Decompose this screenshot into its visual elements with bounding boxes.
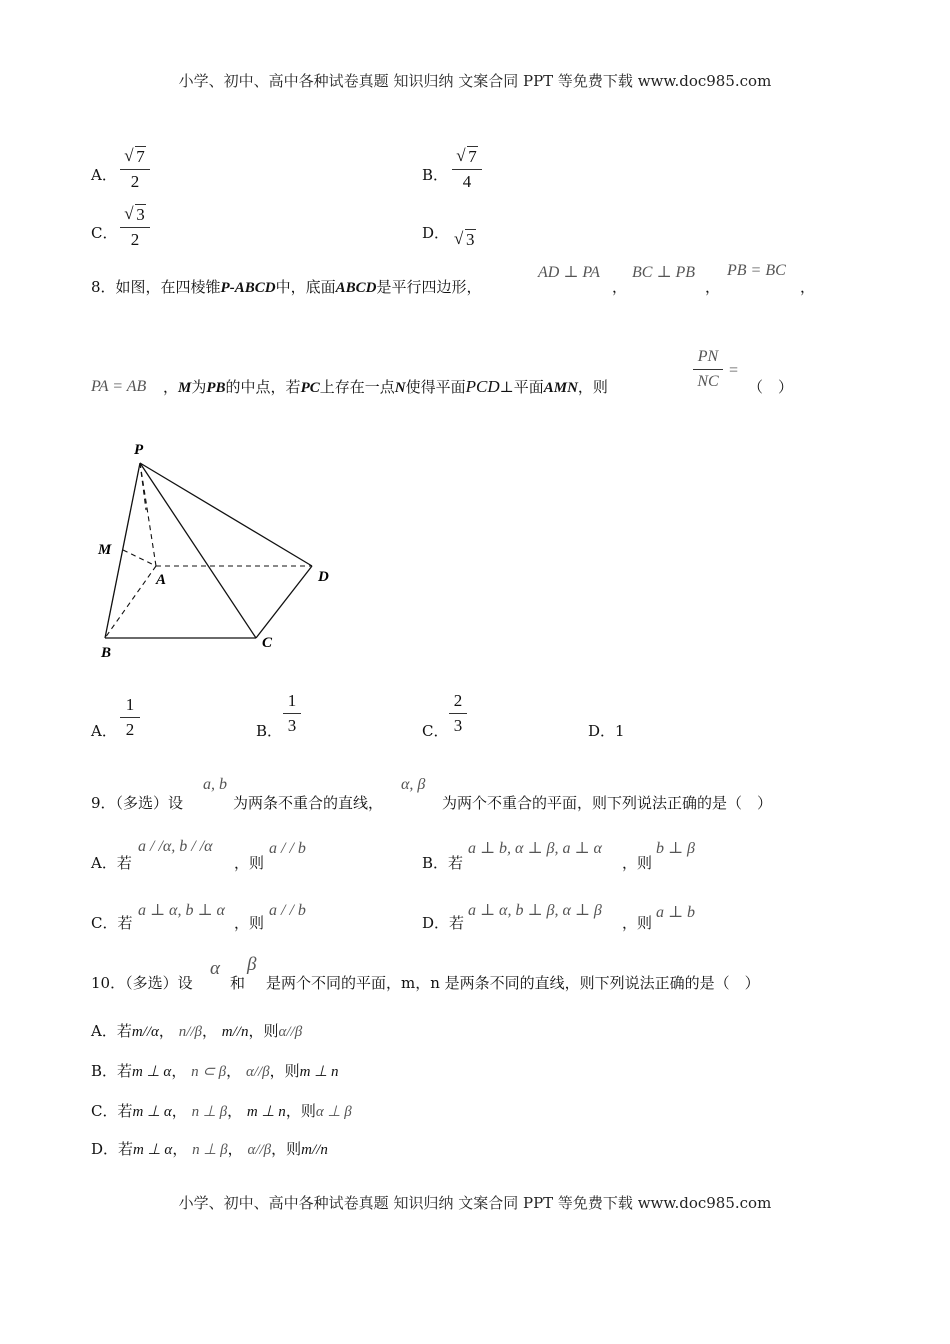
q10-prefix: 10．（多选）设: [91, 974, 193, 992]
q9-option-c-then: ，则: [234, 914, 265, 932]
q8-option-b-label: B．: [256, 722, 283, 740]
q9-option-b-result: b ⊥ β: [656, 840, 696, 857]
q8-stem-text-2: ，M为PB的中点，若PC上存在一点N使得平面PCD⊥平面AMN，则: [163, 377, 608, 396]
edge-cd: [256, 566, 312, 638]
q9-option-c-result: a / / b: [269, 902, 306, 919]
q10-and: 和: [230, 974, 246, 992]
q8-comma-3: ，: [800, 278, 816, 296]
q9-option-d-label: D．若: [422, 914, 465, 932]
q8-option-a-value: 1 2: [120, 694, 140, 741]
q8-condition-4: PA = AB: [91, 378, 147, 395]
q9-option-c-label: C．若: [91, 914, 133, 932]
label-m: M: [98, 542, 112, 558]
q10-alpha: α: [210, 958, 220, 979]
q8-option-d: D．1: [588, 722, 625, 740]
q9-prefix: 9．（多选）设: [91, 794, 184, 812]
q9-option-c-condition: a ⊥ α, b ⊥ α: [138, 902, 225, 919]
q7-option-d-value: √ 3: [454, 229, 475, 249]
q7-option-a-value: √ 7 2: [120, 146, 150, 193]
q8-comma-2: ，: [705, 278, 721, 296]
q9-lines-ab: a, b: [203, 776, 227, 793]
q9-mid1: 为两条不重合的直线，: [233, 794, 384, 812]
q7-option-a-label: A．: [91, 166, 117, 184]
q7-option-c-value: √ 3 2: [120, 204, 150, 251]
q9-option-a-condition: a / /α, b / /α: [138, 838, 213, 855]
label-b: B: [101, 645, 112, 661]
q7-option-c-label: C．: [91, 224, 118, 242]
q10-beta: β: [247, 954, 257, 975]
page-header: 小学、初中、高中各种试卷真题 知识归纳 文案合同 PPT 等免费下载 www.doc985.com: [178, 72, 772, 90]
q10-option-c: C．若m ⊥ α， n ⊥ β， m ⊥ n，则α ⊥ β: [91, 1102, 352, 1120]
page-footer: 小学、初中、高中各种试卷真题 知识归纳 文案合同 PPT 等免费下载 www.doc985.com: [178, 1194, 772, 1212]
q8-option-b-value: 1 3: [283, 690, 301, 737]
q8-answer-paren: （ ）: [748, 378, 794, 396]
edge-pa-hidden: [140, 463, 156, 566]
edge-pc: [140, 463, 256, 638]
q7-option-b-label: B．: [422, 166, 449, 184]
q7-option-b-value: √ 7 4: [452, 146, 482, 193]
q9-option-a-then: ，则: [234, 854, 265, 872]
q8-option-a-label: A．: [91, 722, 117, 740]
edge-pd: [140, 463, 312, 566]
q8-option-c-label: C．: [422, 722, 449, 740]
q9-mid2: 为两个不重合的平面，则下列说法正确的是（ ）: [442, 794, 773, 812]
q9-option-d-result: a ⊥ b: [656, 904, 696, 921]
q9-option-a-label: A．若: [91, 854, 132, 872]
q9-option-b-label: B．若: [422, 854, 464, 872]
q9-option-d-then: ，则: [622, 914, 653, 932]
q10-option-b: B．若m ⊥ α， n ⊂ β， α//β，则m ⊥ n: [91, 1062, 339, 1080]
q10-option-d: D．若m ⊥ α， n ⊥ β， α//β，则m//n: [91, 1140, 328, 1158]
q8-comma-1: ，: [612, 278, 628, 296]
q8-pyramid-figure: [90, 435, 350, 665]
q9-option-a-result: a / / b: [269, 840, 306, 857]
q8-condition-3: PB = BC: [727, 262, 786, 279]
q8-option-c-value: 2 3: [449, 690, 467, 737]
q9-option-d-condition: a ⊥ α, b ⊥ β, α ⊥ β: [468, 902, 602, 919]
label-p: P: [134, 442, 144, 458]
q8-condition-1: AD ⊥ PA: [538, 264, 600, 281]
label-c: C: [262, 635, 273, 651]
q8-stem-text: 8．如图，在四棱锥P-ABCD中，底面ABCD是平行四边形，: [91, 278, 482, 296]
q9-planes-alpha-beta: α, β: [401, 776, 426, 793]
q8-condition-2: BC ⊥ PB: [632, 264, 696, 281]
q8-equals: =: [728, 362, 739, 379]
q8-ratio-fraction: PN NC: [693, 346, 723, 393]
q10-rest: 是两个不同的平面，m，n 是两条不同的直线，则下列说法正确的是（ ）: [266, 974, 760, 992]
q9-option-b-then: ，则: [622, 854, 653, 872]
label-a: A: [156, 572, 167, 588]
segment-am-hidden: [123, 550, 156, 566]
q10-option-a: A．若m//α， n//β， m//n，则α//β: [91, 1022, 303, 1040]
q9-option-b-condition: a ⊥ b, α ⊥ β, a ⊥ α: [468, 840, 602, 857]
q7-option-d-label: D．: [422, 224, 450, 242]
label-d: D: [318, 569, 329, 585]
